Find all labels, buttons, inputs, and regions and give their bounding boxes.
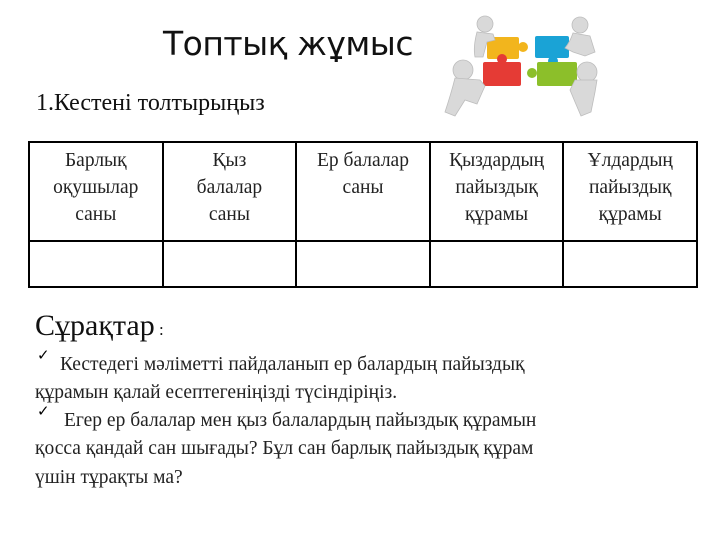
- checkmark-icon: ✓: [37, 346, 50, 364]
- table-cell-boys-percent[interactable]: [563, 241, 697, 287]
- header-cell-total-students: Барлық оқушылар саны: [29, 142, 163, 241]
- slide-title: Топтық жұмыс: [163, 24, 413, 63]
- table-cell-total-students[interactable]: [29, 241, 163, 287]
- header-cell-boys-count: Ер балалар саны: [296, 142, 430, 241]
- table-cell-girls-count[interactable]: [163, 241, 297, 287]
- checkmark-icon: ✓: [37, 402, 50, 420]
- header-cell-boys-percent: Ұлдардың пайыздық құрамы: [563, 142, 697, 241]
- question-1-line-2: құрамын қалай есептегеніңізді түсіндіріңіз.: [35, 382, 398, 403]
- task-label: 1.Кестені толтырыңыз: [36, 90, 265, 116]
- table-row: [29, 241, 697, 287]
- teamwork-puzzle-icon: [425, 12, 600, 132]
- question-2-line-2: қосса қандай сан шығады? Бұл сан барлық пайыздық құрам: [35, 438, 534, 459]
- question-2-line-3: үшін тұрақты ма?: [35, 467, 183, 488]
- header-cell-girls-percent: Қыздардың пайыздық құрамы: [430, 142, 564, 241]
- questions-heading: Сұрақтар :: [35, 309, 164, 342]
- question-2-line-1: Егер ер балалар мен қыз балалардың пайыздық құрамын: [64, 410, 537, 431]
- fill-in-table: [28, 141, 698, 288]
- question-1-line-1: Кестедегі мәліметті пайдаланып ер балардың пайыздық: [60, 354, 525, 375]
- table-cell-boys-count[interactable]: [296, 241, 430, 287]
- table-cell-girls-percent[interactable]: [430, 241, 564, 287]
- table-header-row: [29, 142, 697, 241]
- header-cell-girls-count: Қыз балалар саны: [163, 142, 297, 241]
